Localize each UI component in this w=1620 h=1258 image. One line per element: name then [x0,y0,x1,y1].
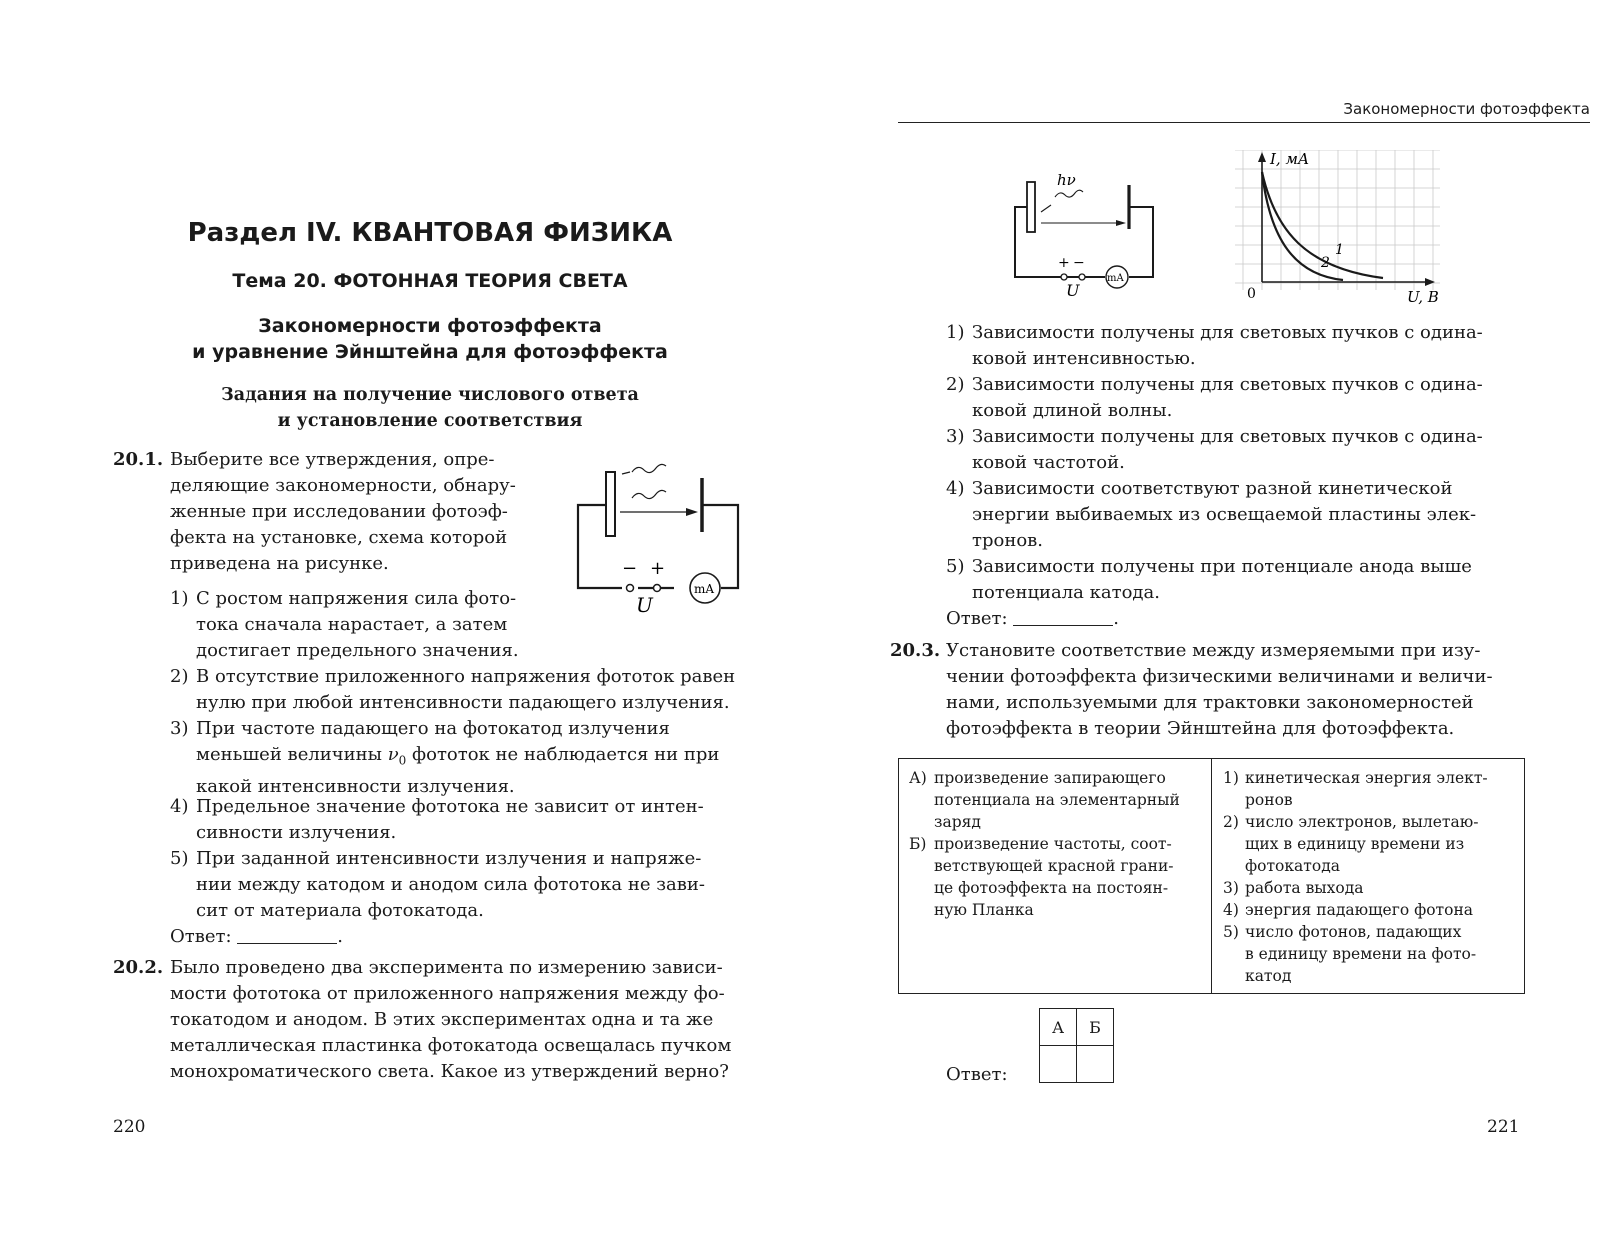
option-number: 2) [170,666,189,687]
task-number-20-2: 20.2. [113,957,164,978]
answer-20-1: Ответ: . [170,926,343,947]
text-line: С ростом напряжения сила фото- [196,588,517,609]
text-line: Выберите все утверждения, опре- [170,449,495,470]
text-line: ковой длиной волны. [972,400,1173,421]
item-number: 1) [1223,769,1239,787]
text-line: кинетическая энергия элект- [1245,769,1488,787]
meter-label: mA [1107,273,1124,284]
answer-cell-a[interactable] [1040,1046,1077,1083]
text-line: в единицу времени на фото- [1245,945,1477,963]
circuit-diagram-20-1 [570,450,750,620]
task-20-1-intro [170,447,540,577]
nu-symbol: ν [387,744,399,765]
text-line: ковой интенсивностью. [972,348,1196,369]
text-line: тока сначала нарастает, а затем [196,614,508,635]
text-line: заряд [934,813,981,831]
answer-blank[interactable] [237,925,337,944]
text-line: Установите соответствие между измеряемыми при изу- [946,640,1481,661]
text-line: В отсутствие приложенного напряжения фототок равен [196,666,736,687]
text-line: сит от материала фотокатода. [196,900,484,921]
text-line: токатодом и анодом. В этих экспериментах одна и та же [170,1009,714,1030]
minus-sign: − [1073,255,1085,271]
minus-sign: − [622,558,638,579]
text-line: ветствующей красной грани- [934,857,1174,875]
graph-grid [1235,150,1440,290]
text-line: произведение запирающего [934,769,1166,787]
text-line: ронов [1245,791,1293,809]
answer-blank[interactable] [1013,607,1113,626]
y-axis-label-text: I, мА [1270,150,1310,168]
tasks-heading-line: Задания на получение числового ответа [221,385,639,405]
tasks-heading-line: и установление соответствия [277,411,583,431]
matching-table [898,758,1525,994]
item-number: 5) [1223,923,1239,941]
text-line: деляющие закономерности, обнару- [170,475,516,496]
text-line: энергии выбиваемых из освещаемой пластины элек- [972,504,1477,525]
table-divider [1211,759,1212,993]
text-line: число электронов, вылетаю- [1245,813,1479,831]
answer-header-b: Б [1077,1009,1114,1046]
origin-label: 0 [1247,286,1256,302]
task-number-20-3: 20.3. [890,640,941,661]
text-line: фотокатода [1245,857,1340,875]
current-voltage-graph [1235,150,1450,305]
text-line: монохроматического света. Какое из утверждений верно? [170,1061,729,1082]
text-line: Было проведено два эксперимента по измерению зависи- [170,957,723,978]
option-number: 3) [170,718,189,739]
topic-title: Тема 20. ФОТОННАЯ ТЕОРИЯ СВЕТА [232,270,628,292]
text-line: женные при исследовании фотоэф- [170,501,508,522]
text-line: катод [1245,967,1292,985]
text-line: Зависимости получены для световых пучков с одина- [972,374,1483,395]
text-line: ковой частотой. [972,452,1125,473]
nu-subscript: 0 [398,753,407,768]
item-number: 3) [1223,879,1239,897]
text-line: металлическая пластинка фотокатода освещалась пучком [170,1035,732,1056]
circuit-diagram-20-2 [1005,155,1165,303]
option-number: 1) [946,322,965,343]
item-letter: А) [909,769,927,787]
right-page [810,0,1620,1258]
text-line: Зависимости получены для световых пучков с одина- [972,322,1483,343]
answer-header-a: А [1040,1009,1077,1046]
option-number: 5) [170,848,189,869]
answer-label-20-3: Ответ: [946,1064,1008,1085]
text-line: При частоте падающего на фотокатод излучения [196,718,670,739]
text-line: це фотоэффекта на постоян- [934,879,1169,897]
plus-sign: + [650,558,666,579]
voltage-label: U [636,593,653,617]
text-line: Зависимости получены при потенциале анода выше [972,556,1472,577]
curve-1-label: 1 [1335,242,1344,258]
photon-label: hν [1057,171,1076,189]
text-line: достигает предельного значения. [196,640,519,661]
option-number: 2) [946,374,965,395]
item-number: 2) [1223,813,1239,831]
header-rule [898,122,1590,123]
text-line: нии между катодом и анодом сила фототока не зави- [196,874,705,895]
page-number: 221 [1487,1117,1520,1137]
y-axis-label [1269,150,1309,168]
text-line: число фотонов, падающих [1245,923,1462,941]
text-line: ную Планка [934,901,1034,919]
tasks-heading [115,382,745,434]
subtitle-line: Закономерности фотоэффекта [258,315,602,337]
text-line: сивности излучения. [196,822,397,843]
text-fragment: фототок не наблюдается ни при [406,744,720,765]
text-line: произведение частоты, соот- [934,835,1172,853]
text-line: фекта на установке, схема которой [170,527,508,548]
option-number: 1) [170,588,189,609]
text-line: фотоэффекта в теории Эйнштейна для фотоэффекта. [946,718,1455,739]
text-line: нами, используемыми для трактовки закономерностей [946,692,1474,713]
answer-label: Ответ: [946,608,1008,629]
text-line: нулю при любой интенсивности падающего излучения. [196,692,730,713]
text-line: Зависимости получены для световых пучков с одина- [972,426,1483,447]
page-number: 220 [113,1117,146,1137]
answer-20-2: Ответ: . [946,608,1119,629]
option-number: 5) [946,556,965,577]
option-number: 4) [170,796,189,817]
text-line: потенциала катода. [972,582,1160,603]
text-line: приведена на рисунке. [170,553,389,574]
text-line: энергия падающего фотона [1245,901,1474,919]
text-line: потенциала на элементарный [934,791,1180,809]
text-line: мости фототока от приложенного напряжения между фо- [170,983,725,1004]
plus-sign: + [1058,255,1070,271]
cathode-plate [1027,182,1035,232]
section-title: Раздел IV. КВАНТОВАЯ ФИЗИКА [187,218,673,248]
text-line: работа выхода [1245,879,1364,897]
text-line: Предельное значение фототока не зависит от интен- [196,796,704,817]
text-line: чении фотоэффекта физическими величинами и величи- [946,666,1493,687]
text-line: щих в единицу времени из [1245,835,1465,853]
text-fragment: меньшей величины [196,744,388,765]
text-line: тронов. [972,530,1044,551]
item-number: 4) [1223,901,1239,919]
option-number: 4) [946,478,965,499]
option-number: 3) [946,426,965,447]
curve-2-label: 2 [1321,255,1330,271]
answer-cell-b[interactable] [1077,1046,1114,1083]
text-line [196,742,740,774]
x-axis-label: U, В [1407,288,1439,305]
subtitle-line: и уравнение Эйнштейна для фотоэффекта [192,341,668,363]
text-line: какой интенсивности излучения. [196,775,515,797]
meter-label: mA [694,582,715,596]
running-head: Закономерности фотоэффекта [1343,100,1590,118]
voltage-label: U [1066,281,1080,300]
cathode-plate [606,472,615,536]
task-20-2-text [170,955,740,1085]
task-20-3-text [946,638,1525,742]
answer-grid [1039,1008,1114,1083]
text-line: При заданной интенсивности излучения и напряже- [196,848,702,869]
subtitle [115,313,745,365]
text-line: Зависимости соответствуют разной кинетической [972,478,1453,499]
item-letter: Б) [909,835,927,853]
answer-label: Ответ: [170,926,232,947]
task-number-20-1: 20.1. [113,449,164,470]
